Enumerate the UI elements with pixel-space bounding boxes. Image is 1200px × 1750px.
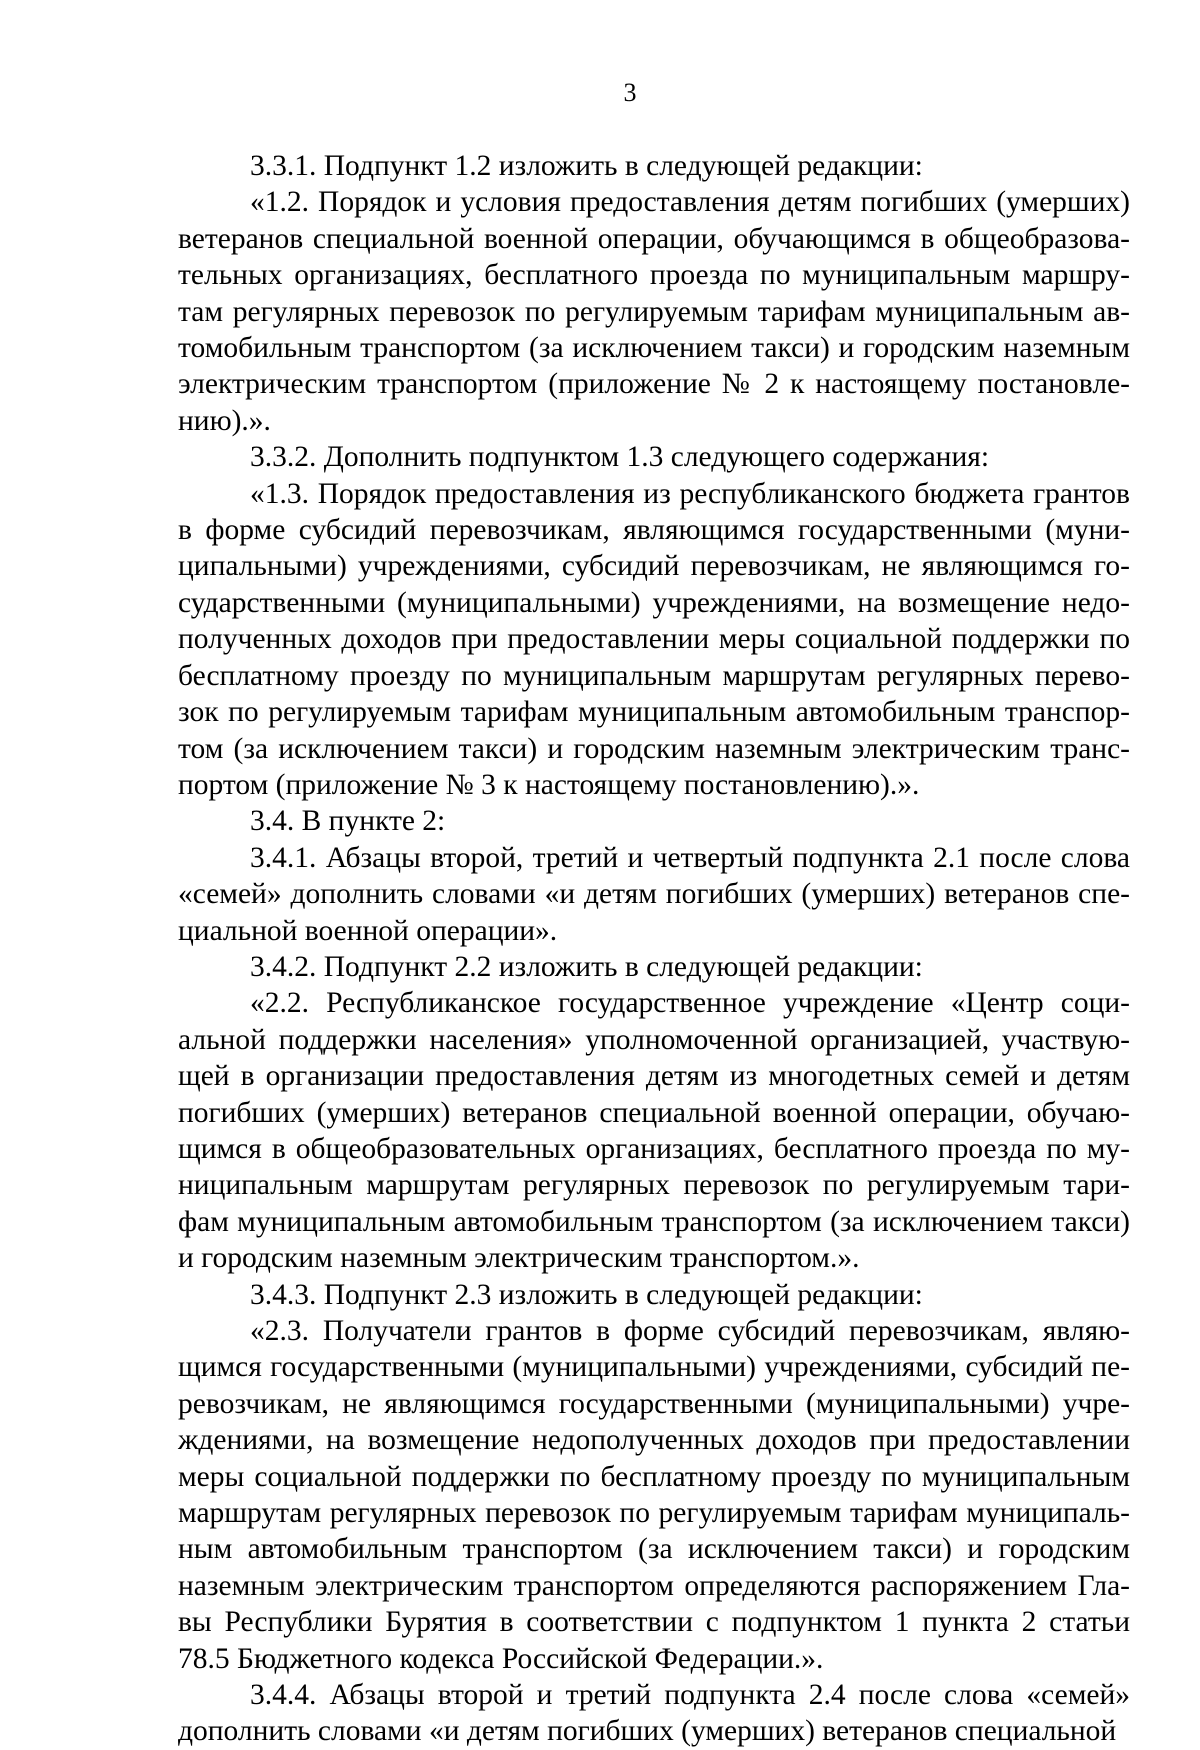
paragraph-1-3-text: «1.3. Порядок предоставления из республиканского бюджета грантов в форме субсидий перевозчикам, являющимся государственными (муниципальными) учреждениями, субсидий перевозчикам, не являющимся государственными (муниципальными) учреждениями, на возмещение недополученных доходов при предоставлении меры социальной поддержки по бесплатному проезду по муниципальным маршрутам регулярных перевозок по регулируемым тарифам муниципальным автомобильным транспортом (за исключением такси) и городским наземным электрическим транспортом (приложение № 3 к настоящему постановлению).». <box>178 477 1130 801</box>
paragraph-3-3-1: 3.3.1. Подпункт 1.2 изложить в следующей редакции: <box>250 150 923 182</box>
paragraph-3-4-3: 3.4.3. Подпункт 2.3 изложить в следующей редакции: <box>250 1278 923 1311</box>
paragraph-3-4-4: 3.4.4. Абзацы второй и третий подпункта 2.4 после слова «семей» дополнить словами «и детям погибших (умерших) ветеранов специальной <box>178 1679 1130 1748</box>
paragraph-1-2-text: «1.2. Порядок и условия предоставления детям погибших (умерших) ветеранов специальной военной операции, обучающимся в общеобразовательных организациях, бесплатного проезда по муниципальным маршрутам регулярных перевозок по регулируемым тарифам муниципальным автомобильным транспортом (за исключением такси) и городским наземным электрическим транспортом (приложение № 2 к настоящему постановлению).». <box>178 186 1130 437</box>
paragraph-3-3-2: 3.3.2. Дополнить подпунктом 1.3 следующего содержания: <box>250 441 990 474</box>
paragraph-3-4-1: 3.4.1. Абзацы второй, третий и четвертый подпункта 2.1 после слова «семей» дополнить словами «и детям погибших (умерших) ветеранов специальной военной операции». <box>178 841 1130 947</box>
paragraph-2-2-text: «2.2. Республиканское государственное учреждение «Центр социальной поддержки населения» уполномоченной организацией, участвующей в организации предоставления детям из многодетных семей и детям погибших (умерших) ветеранов специальной военной операции, обучающимся в общеобразовательных организациях, бесплатного проезда по муниципальным маршрутам регулярных перевозок по регулируемым тарифам муниципальным автомобильным транспортом (за исключением такси) и городским наземным электрическим транспортом.». <box>178 987 1130 1275</box>
paragraph-2-3-text: «2.3. Получатели грантов в форме субсидий перевозчикам, являющимся государственными (муниципальными) учреждениями, субсидий перевозчикам, не являющимся государственными (муниципальными) учреждениями, на возмещение недополученных доходов при предоставлении меры социальной поддержки по бесплатному проезду по муниципальным маршрутам регулярных перевозок по регулируемым тарифам муниципальным автомобильным транспортом (за исключением такси) и городским наземным электрическим транспортом определяются распоряжением Главы Республики Бурятия в соответствии с подпунктом 1 пункта 2 статьи 78.5 Бюджетного кодекса Российской Федерации.». <box>178 1315 1130 1675</box>
paragraph-3-4: 3.4. В пункте 2: <box>250 805 446 838</box>
document-body <box>178 148 1130 1750</box>
page-number: 3 <box>623 78 637 107</box>
paragraph-3-4-2: 3.4.2. Подпункт 2.2 изложить в следующей редакции: <box>250 950 923 983</box>
